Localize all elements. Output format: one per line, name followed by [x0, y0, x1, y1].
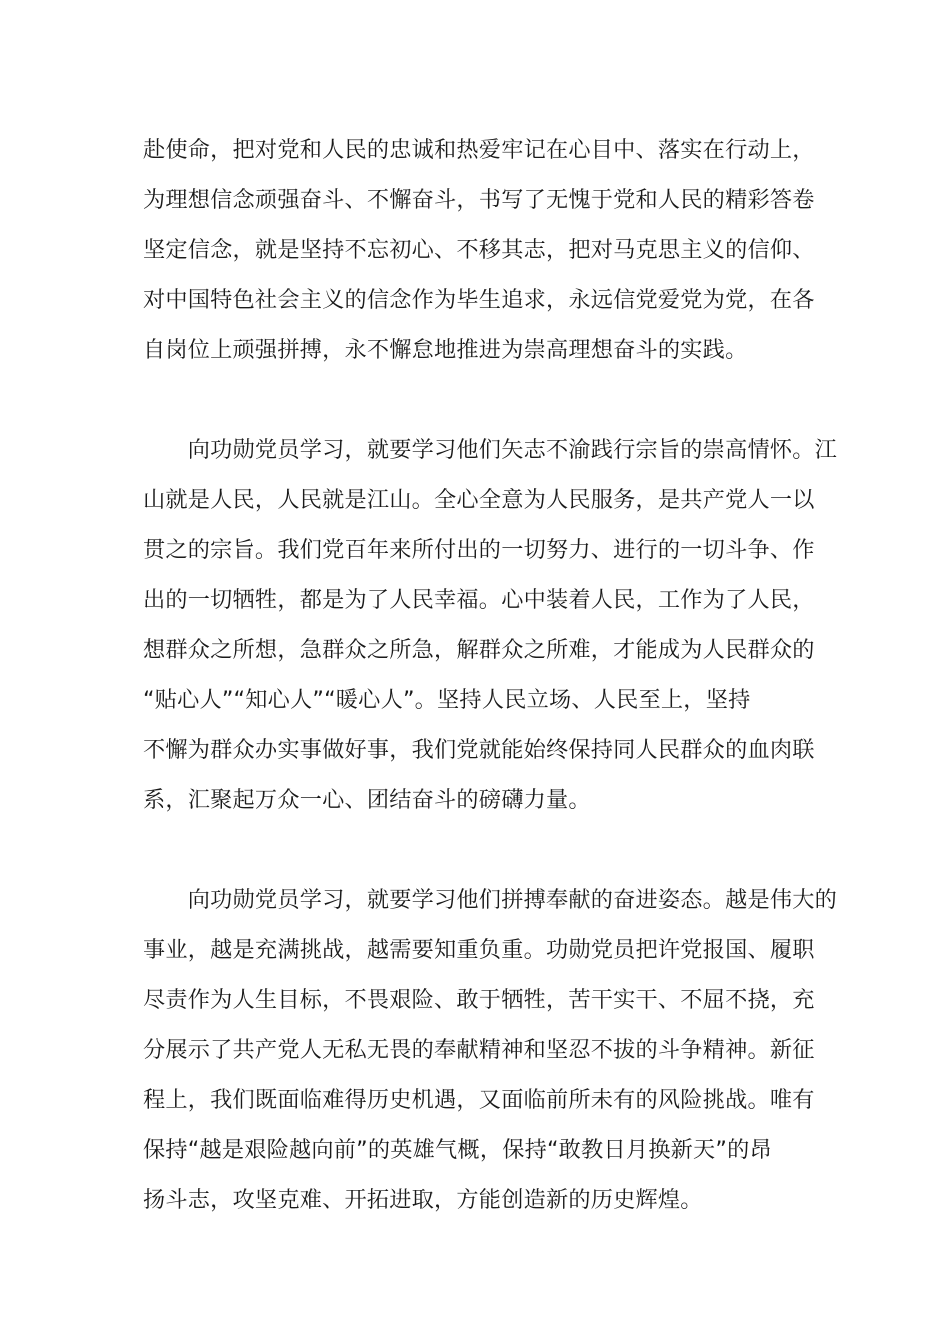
text-line: 山就是人民，人民就是江山。全心全意为人民服务，是共产党人一以: [143, 487, 815, 513]
text-line: 出的一切牺牲，都是为了人民幸福。心中装着人民，工作为了人民，: [143, 587, 815, 613]
text-line: 保持“越是艰险越向前”的英雄气概，保持“敢教日月换新天”的昂: [143, 1137, 772, 1163]
paragraph-1: [143, 125, 815, 375]
text-line: 贯之的宗旨。我们党百年来所付出的一切努力、进行的一切斗争、作: [143, 537, 815, 563]
text-line: 不懈为群众办实事做好事，我们党就能始终保持同人民群众的血肉联: [143, 737, 815, 763]
text-line: 程上，我们既面临难得历史机遇，又面临前所未有的风险挑战。唯有: [143, 1087, 815, 1113]
text-line: 扬斗志，攻坚克难、开拓进取，方能创造新的历史辉煌。: [143, 1187, 703, 1213]
paragraph-gap: [143, 825, 811, 875]
text-line: “贴心人”“知心人”“暖心人”。坚持人民立场、人民至上，坚持: [143, 687, 751, 713]
text-line: 向功勋党员学习，就要学习他们拼搏奉献的奋进姿态。越是伟大的: [143, 887, 838, 913]
text-line: 坚定信念，就是坚持不忘初心、不移其志，把对马克思主义的信仰、: [143, 237, 815, 263]
text-line: 赴使命，把对党和人民的忠诚和热爱牢记在心目中、落实在行动上，: [143, 137, 815, 163]
paragraph-gap: [143, 375, 811, 425]
text-line: 自岗位上顽强拼搏，永不懈怠地推进为崇高理想奋斗的实践。: [143, 337, 748, 363]
paragraph-2: [143, 425, 838, 825]
document-body: [143, 125, 838, 1225]
text-line: 对中国特色社会主义的信念作为毕生追求，永远信党爱党为党，在各: [143, 287, 815, 313]
text-line: 尽责作为人生目标，不畏艰险、敢于牺牲，苦干实干、不屈不挠，充: [143, 987, 815, 1013]
text-line: 事业，越是充满挑战，越需要知重负重。功勋党员把许党报国、履职: [143, 937, 815, 963]
text-line: 为理想信念顽强奋斗、不懈奋斗，书写了无愧于党和人民的精彩答卷: [143, 187, 815, 213]
text-line: 想群众之所想，急群众之所急，解群众之所难，才能成为人民群众的: [143, 637, 815, 663]
paragraph-3: [143, 875, 838, 1225]
text-line: 向功勋党员学习，就要学习他们矢志不渝践行宗旨的崇高情怀。江: [143, 437, 838, 463]
text-line: 系，汇聚起万众一心、团结奋斗的磅礴力量。: [143, 787, 591, 813]
text-line: 分展示了共产党人无私无畏的奉献精神和坚忍不拔的斗争精神。新征: [143, 1037, 815, 1063]
